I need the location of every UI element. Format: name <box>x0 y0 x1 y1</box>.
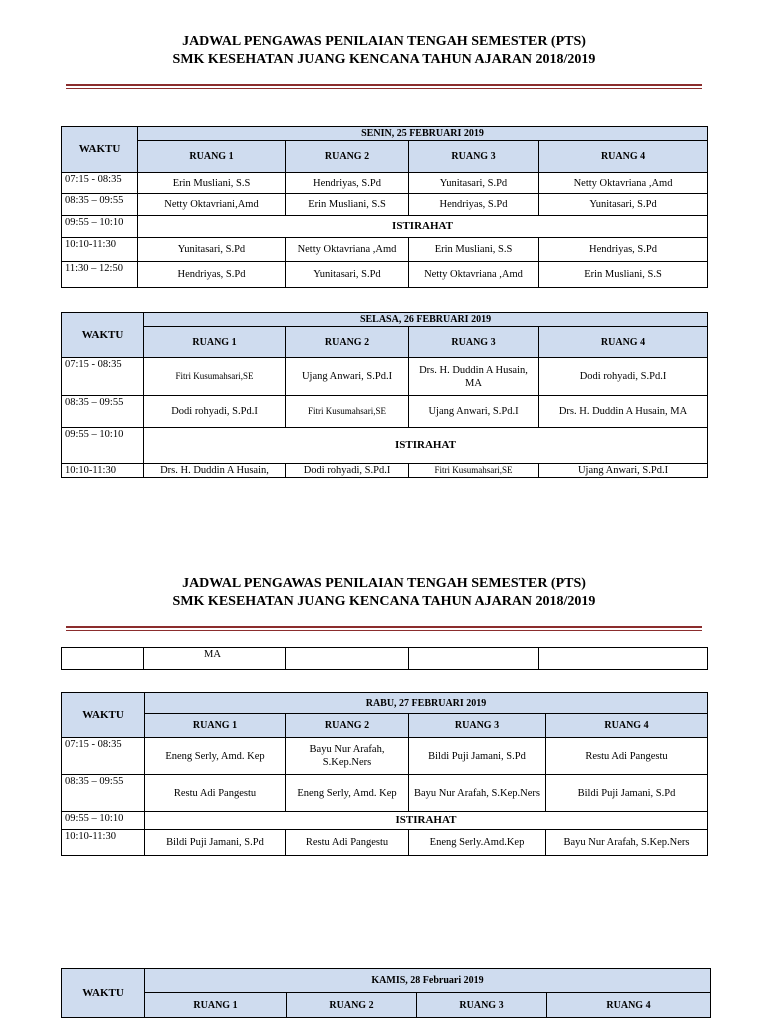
table-row <box>62 428 708 464</box>
continuation-row <box>61 647 708 670</box>
supervisor-cell: Ujang Anwari, S.Pd.I <box>409 396 539 428</box>
supervisor-cell: Dodi rohyadi, S.Pd.I <box>286 464 409 478</box>
room-header: RUANG 1 <box>138 141 286 173</box>
supervisor-cell: Dodi rohyadi, S.Pd.I <box>539 358 708 396</box>
supervisor-cell: Bildi Puji Jamani, S.Pd <box>546 775 708 812</box>
supervisor-cell: Bayu Nur Arafah, S.Kep.Ners <box>286 738 409 775</box>
waktu-header: WAKTU <box>62 313 144 358</box>
supervisor-cell: Restu Adi Pangestu <box>286 830 409 856</box>
supervisor-cell: Erin Musliani, S.S <box>138 173 286 194</box>
supervisor-cell: Drs. H. Duddin A Husain, MA <box>539 396 708 428</box>
document-subtitle: SMK KESEHATAN JUANG KENCANA TAHUN AJARAN 2018/2019 <box>172 594 596 609</box>
header-divider-thin <box>66 630 702 631</box>
schedule-table-selasa <box>61 312 708 478</box>
schedule-table-senin <box>61 126 708 288</box>
time-cell: 08:35 – 09:55 <box>62 194 138 216</box>
supervisor-cell: Dodi rohyadi, S.Pd.I <box>144 396 286 428</box>
table-row <box>62 194 708 216</box>
supervisor-cell: Ujang Anwari, S.Pd.I <box>286 358 409 396</box>
supervisor-cell: Bayu Nur Arafah, S.Kep.Ners <box>546 830 708 856</box>
supervisor-cell: Eneng Serly.Amd.Kep <box>409 830 546 856</box>
supervisor-cell: Drs. H. Duddin A Husain, MA <box>409 358 539 396</box>
header-divider <box>66 84 702 86</box>
supervisor-cell: Bildi Puji Jamani, S.Pd <box>409 738 546 775</box>
supervisor-cell: Erin Musliani, S.S <box>409 238 539 262</box>
time-cell: 08:35 – 09:55 <box>62 396 144 428</box>
room-header: RUANG 2 <box>286 714 409 738</box>
time-cell: 08:35 – 09:55 <box>62 775 145 812</box>
supervisor-cell: Fitri Kusumahsari,SE <box>409 464 539 478</box>
table-row <box>62 775 708 812</box>
header-divider-thin <box>66 88 702 89</box>
document-title: JADWAL PENGAWAS PENILAIAN TENGAH SEMESTER (PTS) <box>182 34 586 49</box>
table-row <box>62 738 708 775</box>
day-header: RABU, 27 FEBRUARI 2019 <box>145 693 708 714</box>
empty-cell <box>62 648 144 670</box>
time-cell: 10:10-11:30 <box>62 238 138 262</box>
table-row <box>62 216 708 238</box>
supervisor-cell: Netty Oktavriani,Amd <box>138 194 286 216</box>
break-cell: ISTIRAHAT <box>138 216 708 238</box>
room-header: RUANG 1 <box>145 993 287 1018</box>
supervisor-cell: Netty Oktavriana ,Amd <box>286 238 409 262</box>
document-title: JADWAL PENGAWAS PENILAIAN TENGAH SEMESTER (PTS) <box>182 576 586 591</box>
supervisor-cell: Hendriyas, S.Pd <box>286 173 409 194</box>
room-header: RUANG 3 <box>417 993 547 1018</box>
waktu-header: WAKTU <box>62 127 138 173</box>
schedule-table-rabu <box>61 692 708 856</box>
room-header: RUANG 3 <box>409 327 539 358</box>
break-cell: ISTIRAHAT <box>144 428 708 464</box>
table-row <box>62 238 708 262</box>
supervisor-cell: Eneng Serly, Amd. Kep <box>286 775 409 812</box>
supervisor-cell: Bildi Puji Jamani, S.Pd <box>145 830 286 856</box>
header-divider <box>66 626 702 628</box>
supervisor-cell: Fitri Kusumahsari,SE <box>144 358 286 396</box>
day-header: SELASA, 26 FEBRUARI 2019 <box>144 313 708 327</box>
table-row <box>62 396 708 428</box>
room-header: RUANG 4 <box>546 714 708 738</box>
supervisor-cell: Restu Adi Pangestu <box>546 738 708 775</box>
time-cell: 09:55 – 10:10 <box>62 428 144 464</box>
room-header: RUANG 1 <box>145 714 286 738</box>
supervisor-cell: MA <box>144 648 286 670</box>
table-row <box>62 262 708 288</box>
supervisor-cell: Fitri Kusumahsari,SE <box>286 396 409 428</box>
supervisor-cell: Hendriyas, S.Pd <box>409 194 539 216</box>
break-cell: ISTIRAHAT <box>145 812 708 830</box>
supervisor-cell: Netty Oktavriana ,Amd <box>409 262 539 288</box>
day-header: KAMIS, 28 Februari 2019 <box>145 969 711 993</box>
time-cell: 10:10-11:30 <box>62 464 144 478</box>
room-header: RUANG 3 <box>409 714 546 738</box>
supervisor-cell: Eneng Serly, Amd. Kep <box>145 738 286 775</box>
empty-cell <box>539 648 708 670</box>
table-row <box>62 830 708 856</box>
table-row <box>62 173 708 194</box>
room-header: RUANG 2 <box>286 141 409 173</box>
table-row <box>62 464 708 478</box>
supervisor-cell: Restu Adi Pangestu <box>145 775 286 812</box>
supervisor-cell: Drs. H. Duddin A Husain, <box>144 464 286 478</box>
table-row <box>62 812 708 830</box>
time-cell: 07:15 - 08:35 <box>62 738 145 775</box>
document-subtitle: SMK KESEHATAN JUANG KENCANA TAHUN AJARAN 2018/2019 <box>172 52 596 67</box>
supervisor-cell: Ujang Anwari, S.Pd.I <box>539 464 708 478</box>
waktu-header: WAKTU <box>62 693 145 738</box>
room-header: RUANG 4 <box>539 141 708 173</box>
room-header: RUANG 2 <box>287 993 417 1018</box>
empty-cell <box>409 648 539 670</box>
supervisor-cell: Yunitasari, S.Pd <box>539 194 708 216</box>
time-cell: 09:55 – 10:10 <box>62 216 138 238</box>
time-cell: 07:15 - 08:35 <box>62 173 138 194</box>
time-cell: 10:10-11:30 <box>62 830 145 856</box>
room-header: RUANG 3 <box>409 141 539 173</box>
supervisor-cell: Erin Musliani, S.S <box>286 194 409 216</box>
supervisor-cell: Hendriyas, S.Pd <box>138 262 286 288</box>
time-cell: 09:55 – 10:10 <box>62 812 145 830</box>
table-row <box>62 358 708 396</box>
supervisor-cell: Yunitasari, S.Pd <box>138 238 286 262</box>
time-cell: 07:15 - 08:35 <box>62 358 144 396</box>
time-cell: 11:30 – 12:50 <box>62 262 138 288</box>
supervisor-cell: Netty Oktavriana ,Amd <box>539 173 708 194</box>
supervisor-cell: Yunitasari, S.Pd <box>409 173 539 194</box>
room-header: RUANG 4 <box>547 993 711 1018</box>
supervisor-cell: Erin Musliani, S.S <box>539 262 708 288</box>
supervisor-cell: Yunitasari, S.Pd <box>286 262 409 288</box>
room-header: RUANG 2 <box>286 327 409 358</box>
waktu-header: WAKTU <box>62 969 145 1018</box>
schedule-table-kamis <box>61 968 711 1018</box>
empty-cell <box>286 648 409 670</box>
day-header: SENIN, 25 FEBRUARI 2019 <box>138 127 708 141</box>
supervisor-cell: Hendriyas, S.Pd <box>539 238 708 262</box>
supervisor-cell: Bayu Nur Arafah, S.Kep.Ners <box>409 775 546 812</box>
room-header: RUANG 1 <box>144 327 286 358</box>
room-header: RUANG 4 <box>539 327 708 358</box>
